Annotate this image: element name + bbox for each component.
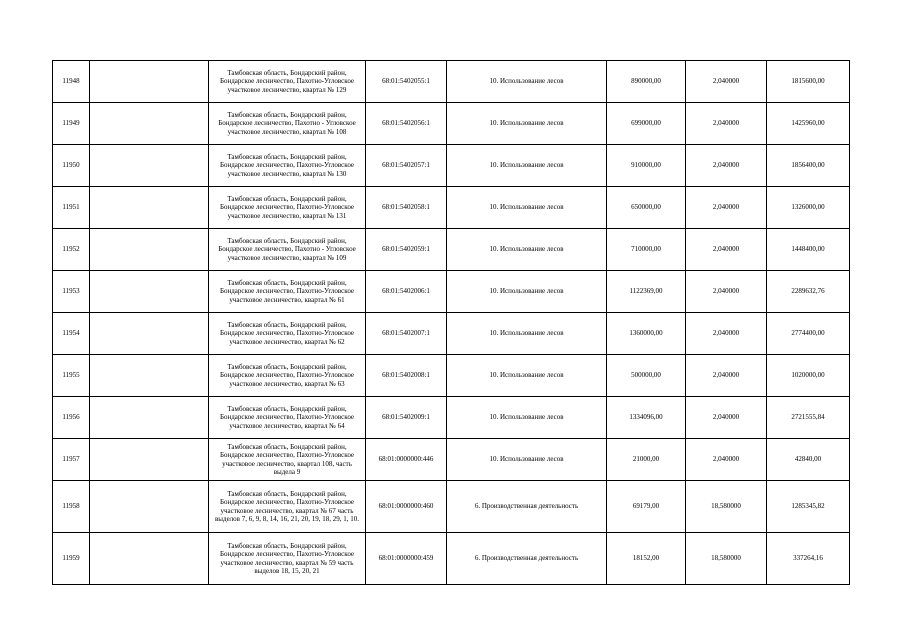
table-row [53,481,850,533]
row-number-cell: 11959 [53,533,90,585]
table-row [53,271,850,313]
land-use-cell: 10. Использование лесов [447,313,607,355]
address-cell: Тамбовская область, Бондарский район, Бондарское лесничество, Пахотно - Угловское участковое лесничество, квартал № 108 [209,103,366,145]
land-use-cell: 10. Использование лесов [447,355,607,397]
cadastral-value-cell: 1360000,00 [607,313,686,355]
cadastral-number-cell: 68:01:5402057:1 [366,145,447,187]
empty-cell [90,187,209,229]
cadastral-number-cell: 68:01:5402006:1 [366,271,447,313]
row-number-cell: 11954 [53,313,90,355]
empty-cell [90,229,209,271]
table-row [53,439,850,481]
address-cell: Тамбовская область, Бондарский район, Бондарское лесничество, Пахотно-Угловское участковое лесничество, квартал № 59 часть выделов 18, 15, 20, 21 [209,533,366,585]
table-row [53,229,850,271]
row-number-cell: 11952 [53,229,90,271]
cadastral-number-cell: 68:01:5402009:1 [366,397,447,439]
row-number-cell: 11955 [53,355,90,397]
row-number-cell: 11953 [53,271,90,313]
total-amount-cell: 42840,00 [767,439,850,481]
table-row [53,145,850,187]
land-use-cell: 10. Использование лесов [447,61,607,103]
total-amount-cell: 1326000,00 [767,187,850,229]
row-number-cell: 11949 [53,103,90,145]
address-cell: Тамбовская область, Бондарский район, Бондарское лесничество, Пахотно-Угловское участковое лесничество, квартал № 62 [209,313,366,355]
total-amount-cell: 1425960,00 [767,103,850,145]
row-number-cell: 11950 [53,145,90,187]
row-number-cell: 11957 [53,439,90,481]
tax-rate-cell: 2,040000 [686,397,767,439]
address-cell: Тамбовская область, Бондарский район, Бондарское лесничество, Пахотно-Угловское участковое лесничество, квартал № 129 [209,61,366,103]
tax-rate-cell: 2,040000 [686,313,767,355]
address-cell: Тамбовская область, Бондарский район, Бондарское лесничество, Пахотно - Угловское участковое лесничество, квартал № 109 [209,229,366,271]
tax-rate-cell: 2,040000 [686,355,767,397]
cadastral-number-cell: 68:01:5402059:1 [366,229,447,271]
land-use-cell: 10. Использование лесов [447,103,607,145]
tax-rate-cell: 2,040000 [686,145,767,187]
tax-rate-cell: 2,040000 [686,187,767,229]
empty-cell [90,439,209,481]
address-cell: Тамбовская область, Бондарский район, Бондарское лесничество, Пахотно-Угловское участковое лесничество, квартал № 130 [209,145,366,187]
total-amount-cell: 2774400,00 [767,313,850,355]
total-amount-cell: 2721555,84 [767,397,850,439]
land-use-cell: 10. Использование лесов [447,145,607,187]
table-row [53,533,850,585]
empty-cell [90,355,209,397]
cadastral-number-cell: 68:01:5402055:1 [366,61,447,103]
table-body [53,61,850,585]
address-cell: Тамбовская область, Бондарский район, Бондарское лесничество, Пахотно-Угловское участковое лесничество, квартал № 64 [209,397,366,439]
land-use-cell: 10. Использование лесов [447,187,607,229]
row-number-cell: 11958 [53,481,90,533]
cadastral-number-cell: 68:01:5402008:1 [366,355,447,397]
address-cell: Тамбовская область, Бондарский район, Бондарское лесничество, Пахотно-Угловское участковое лесничество, квартал № 131 [209,187,366,229]
land-use-cell: 10. Использование лесов [447,439,607,481]
tax-rate-cell: 2,040000 [686,229,767,271]
cadastral-value-cell: 18152,00 [607,533,686,585]
total-amount-cell: 337264,16 [767,533,850,585]
row-number-cell: 11951 [53,187,90,229]
total-amount-cell: 1856400,00 [767,145,850,187]
tax-rate-cell: 2,040000 [686,61,767,103]
address-cell: Тамбовская область, Бондарский район, Бондарское лесничество, Пахотно-Угловское участковое лесничество, квартал № 61 [209,271,366,313]
tax-rate-cell: 2,040000 [686,439,767,481]
cadastral-number-cell: 68:01:5402058:1 [366,187,447,229]
land-use-cell: 10. Использование лесов [447,397,607,439]
empty-cell [90,313,209,355]
cadastral-value-cell: 650000,00 [607,187,686,229]
table-row [53,313,850,355]
tax-rate-cell: 2,040000 [686,271,767,313]
cadastral-value-cell: 910000,00 [607,145,686,187]
cadastral-value-cell: 69179,00 [607,481,686,533]
address-cell: Тамбовская область, Бондарский район, Бондарское лесничество, Пахотно-Угловское участковое лесничество, квартал 108, часть выдела 9 [209,439,366,481]
total-amount-cell: 1448400,00 [767,229,850,271]
table-row [53,355,850,397]
empty-cell [90,103,209,145]
address-cell: Тамбовская область, Бондарский район, Бондарское лесничество, Пахотно-Угловское участковое лесничество, квартал № 63 [209,355,366,397]
cadastral-number-cell: 68:01:5402056:1 [366,103,447,145]
empty-cell [90,271,209,313]
cadastral-number-cell: 68:01:0000000:460 [366,481,447,533]
table-row [53,61,850,103]
total-amount-cell: 1815600,00 [767,61,850,103]
empty-cell [90,481,209,533]
table-row [53,187,850,229]
land-use-cell: 10. Использование лесов [447,271,607,313]
total-amount-cell: 1285345,82 [767,481,850,533]
empty-cell [90,533,209,585]
land-register-table [52,60,850,585]
cadastral-value-cell: 890000,00 [607,61,686,103]
cadastral-value-cell: 1334096,00 [607,397,686,439]
cadastral-number-cell: 68:01:0000000:446 [366,439,447,481]
cadastral-value-cell: 710000,00 [607,229,686,271]
address-cell: Тамбовская область, Бондарский район, Бондарское лесничество, Пахотно-Угловское участковое лесничество, квартал № 67 часть выделов 7, 6, 9, 8, 14, 16, 21, 20, 19, 18, 29, 1, 10. [209,481,366,533]
cadastral-value-cell: 500000,00 [607,355,686,397]
total-amount-cell: 2289632,76 [767,271,850,313]
cadastral-value-cell: 699000,00 [607,103,686,145]
row-number-cell: 11948 [53,61,90,103]
empty-cell [90,145,209,187]
cadastral-number-cell: 68:01:5402007:1 [366,313,447,355]
total-amount-cell: 1020000,00 [767,355,850,397]
tax-rate-cell: 18,580000 [686,481,767,533]
land-use-cell: 6. Производственная деятельность [447,533,607,585]
table-row [53,103,850,145]
empty-cell [90,397,209,439]
cadastral-number-cell: 68:01:0000000:459 [366,533,447,585]
cadastral-value-cell: 21000,00 [607,439,686,481]
row-number-cell: 11956 [53,397,90,439]
empty-cell [90,61,209,103]
cadastral-value-cell: 1122369,00 [607,271,686,313]
land-use-cell: 6. Производственная деятельность [447,481,607,533]
tax-rate-cell: 18,580000 [686,533,767,585]
tax-rate-cell: 2,040000 [686,103,767,145]
table-row [53,397,850,439]
land-use-cell: 10. Использование лесов [447,229,607,271]
